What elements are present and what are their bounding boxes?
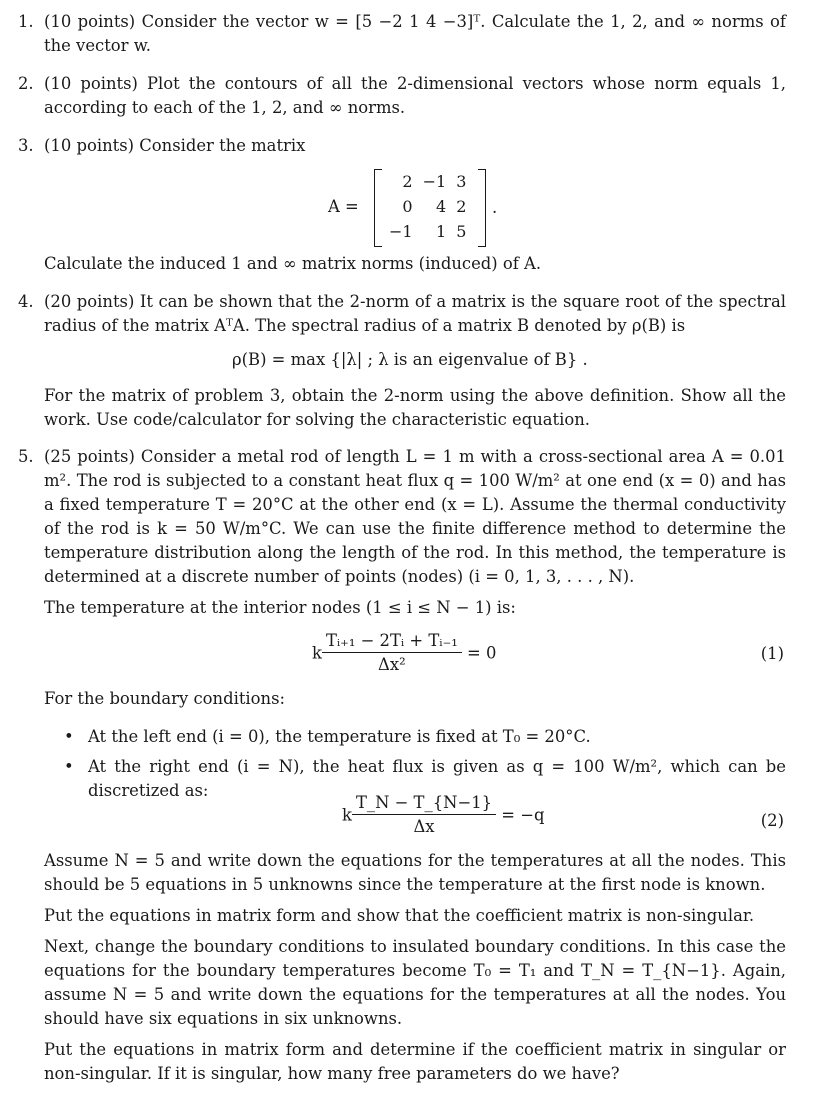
eq-rhs: = 0 [467, 643, 497, 663]
eq-numerator: Tᵢ₊₁ − 2Tᵢ + Tᵢ₋₁ [322, 630, 462, 653]
matrix-label: A = [328, 197, 359, 216]
matrix-cell: 0 [402, 197, 413, 216]
eq-fraction [352, 792, 496, 839]
matrix-A [374, 169, 486, 245]
problem-3 [18, 134, 786, 158]
problem-text: (10 points) Consider the matrix [44, 136, 306, 155]
problem-2 [18, 72, 786, 120]
eq-numerator: T_N − T_{N−1} [352, 792, 496, 815]
eq-denominator: Δx² [378, 655, 406, 674]
matrix-cell: 5 [456, 222, 467, 241]
interior-nodes-text: The temperature at the interior nodes (1 ≤ i ≤ N − 1) is: [44, 598, 516, 617]
bullet-item: At the right end (i = N), the heat flux is given as q = 100 W/m², which can be discretized as: [88, 757, 786, 800]
problem-4 [18, 290, 786, 338]
eq-coefficient: k [312, 643, 322, 663]
matrix-cell: 2 [402, 172, 413, 191]
equation-tag: (2) [760, 811, 784, 830]
eq-denominator: Δx [413, 817, 435, 836]
matrix-cell: −1 [389, 222, 413, 241]
matrix-cell: −1 [422, 172, 447, 191]
paragraph: Put the equations in matrix form and determine if the coefficient matrix in singular or non-singular. If it is singular, how many free parameters do we have? [44, 1040, 786, 1083]
paragraph: Put the equations in matrix form and show that the coefficient matrix is non-singular. [44, 906, 755, 925]
problem-3-question: Calculate the induced 1 and ∞ matrix norms (induced) of A. [44, 254, 542, 273]
matrix-cell: 4 [436, 197, 447, 216]
equation-2 [342, 792, 544, 839]
problem-number: 1. [18, 12, 34, 31]
problem-text: (25 points) Consider a metal rod of length L = 1 m with a cross-sectional area A = 0.01 m². The rod is subjected to a constant heat flux q = 100 W/m² at one end (x = 0) and has a fixed temperature T = 20°C at the other end (x = L). Assume the thermal conductivity of the rod is k = 50 W/m°C. We can use the finite difference method to determine the temperature distribution along the length of the rod. In this method, the temperature is determined at a discrete number of points (nodes) (i = 0, 1, 3, . . . , N). [44, 447, 786, 586]
bullet-item: At the left end (i = 0), the temperature is fixed at T₀ = 20°C. [88, 727, 591, 746]
eq-rhs: = −q [501, 805, 545, 825]
spectral-radius-formula: ρ(B) = max {|λ| ; λ is an eigenvalue of B} . [232, 350, 588, 369]
homework-page: 1. (10 points) Consider the vector w = [5 −2 1 4 −3]ᵀ. Calculate the 1, 2, and ∞ norms of the vector w. 2. (10 points) Plot the contours of all the 2-dimensional vectors whose norm equals 1, according to each of the 1, 2, and ∞ norms. 3. (10 points) Consider the matrix A = 2 −1 3 0 4 2 −1 1 5 . Calculate the induced 1 and ∞ matrix norms (induced) of A. 4. (20 points) It can be shown that the 2-norm of a matrix is the square root of the spectral radius of the matrix AᵀA. The spectral radius of a matrix B denoted by ρ(B) is ρ(B) = max {|λ| ; λ is an eigenvalue of B} . For the matrix of problem 3, obtain the 2-norm using the above definition. Show all the work. Use code/calculator for solving the characteristic equation. 5. (25 points) Consider a metal rod of length L = 1 m with a cross-sectional area A = 0.01 m². The rod is subjected to a constant heat flux q = 100 W/m² at one end (x = 0) and has a fixed temperature T = 20°C at the other end (x = L). Assume the thermal conductivity of the rod is k = 50 W/m°C. We can use the finite difference method to determine the temperature distribution along the length of the rod. In this method, the temperature is determined at a discrete number of points (nodes) (i = 0, 1, 3, . . . , N). The temperature at the interior nodes (1 ≤ i ≤ N − 1) is: k $\frac{\text{Tᵢ₊₁ − 2Tᵢ + Tᵢ₋₁}}{\text{Δx²}}$ = 0 (1) For the boundary conditions: • At the left end (i = 0), the temperature is fixed at T₀ = 20°C. • At the right end (i = N), the heat flux is given as q = 100 W/m², which can be discretized as: k $\frac{T\_N - T\_\{N-1\}}{\Delta x}$ = −q (2) Assume N = 5 and write down the equations for the temperatures at all the nodes. This should be 5 equations in 5 unknowns since the temperature at the first node is known. Put the equations in matrix form and show that the coefficient matrix is non-singular. Next, change the boundary conditions to insulated boundary conditions. In this case the equations for the boundary temperatures become T₀ = T₁ and T_N = T_{N−1}. Again, assume N = 5 and write down the equations for the temperatures at all the nodes. You should have six equations in six unknowns. Put the equations in matrix form and determine if the coefficient matrix in singular or non-singular. If it is singular, how many free parameters do we have? [0, 0, 814, 1098]
bullet-icon: • [64, 757, 74, 776]
problem-1 [18, 10, 786, 58]
equation-1 [312, 630, 496, 677]
problem-5 [18, 445, 786, 589]
eq-coefficient: k [342, 805, 352, 825]
matrix-table [384, 169, 471, 244]
problem-text: (10 points) Plot the contours of all the 2-dimensional vectors whose norm equals 1, according to each of the 1, 2, and ∞ norms. [44, 74, 786, 117]
problem-text: (20 points) It can be shown that the 2-norm of a matrix is the square root of the spectral radius of the matrix AᵀA. The spectral radius of a matrix B denoted by ρ(B) is [44, 292, 786, 335]
problem-text: (10 points) Consider the vector w = [5 −2 1 4 −3]ᵀ. Calculate the 1, 2, and ∞ norms of the vector w. [44, 12, 786, 55]
problem-number: 3. [18, 136, 34, 155]
equation-tag: (1) [760, 644, 784, 663]
problem-number: 5. [18, 447, 34, 466]
eq-fraction [322, 630, 462, 677]
problem-4-question: For the matrix of problem 3, obtain the 2-norm using the above definition. Show all the work. Use code/calculator for solving the characteristic equation. [44, 386, 786, 429]
matrix-cell: 1 [436, 222, 447, 241]
problem-number: 4. [18, 292, 34, 311]
paragraph: Next, change the boundary conditions to insulated boundary conditions. In this case the equations for the boundary temperatures become T₀ = T₁ and T_N = T_{N−1}. Again, assume N = 5 and write down the equations for the temperatures at all the nodes. You should have six equations in six unknowns. [44, 937, 786, 1028]
paragraph: Assume N = 5 and write down the equations for the temperatures at all the nodes. This should be 5 equations in 5 unknowns since the temperature at the first node is known. [44, 851, 786, 894]
matrix-cell: 3 [456, 172, 467, 191]
boundary-conditions-intro: For the boundary conditions: [44, 689, 286, 708]
bullet-icon: • [64, 727, 74, 746]
problem-number: 2. [18, 74, 34, 93]
matrix-cell: 2 [456, 197, 467, 216]
